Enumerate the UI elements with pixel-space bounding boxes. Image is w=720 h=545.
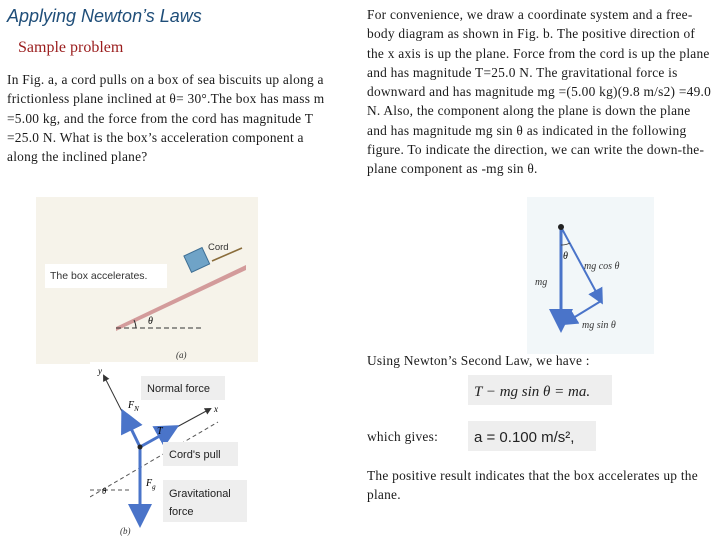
mg-sin-label: mg sin θ bbox=[582, 320, 616, 331]
figure-b-free-body bbox=[90, 362, 258, 540]
box-icon bbox=[184, 248, 210, 273]
body-point bbox=[138, 445, 143, 450]
fn-label: $F_N$ bbox=[128, 400, 139, 413]
x-axis-label: x bbox=[214, 404, 218, 414]
slide-title: Applying Newton’s Laws bbox=[7, 6, 202, 26]
theta-label-b: θ bbox=[102, 486, 107, 496]
cords-pull-label: Cord's pull bbox=[169, 449, 221, 461]
answer-equation bbox=[468, 421, 596, 451]
problem-statement: In Fig. a, a cord pulls on a box of sea biscuits up along a frictionless plane inclined at θ= 30°.The box has mass m =5.00 kg, and the force from the cord has magnitude T =25.0 N. What is the box’s acceleration component a along the inclined plane? bbox=[7, 72, 325, 165]
figure-mg-components bbox=[527, 197, 654, 354]
normal-force-label: Normal force bbox=[147, 383, 210, 395]
caption-a: (a) bbox=[176, 350, 187, 360]
which-gives-label: which gives: bbox=[367, 429, 439, 444]
caption-b: (b) bbox=[120, 526, 131, 536]
newton-equation-text: T − mg sin θ = ma. bbox=[474, 384, 591, 400]
theta-label-a: θ bbox=[148, 316, 153, 327]
result-statement: The positive result indicates that the box accelerates up the plane. bbox=[367, 468, 698, 503]
box-accelerates-label: The box accelerates. bbox=[50, 270, 148, 282]
newton-equation bbox=[468, 375, 612, 405]
t-label: T bbox=[157, 426, 163, 437]
mg-origin-point bbox=[558, 224, 564, 230]
explanation-paragraph: For convenience, we draw a coordinate system and a free-body diagram as shown in Fig. b. The positive direction of the x axis is up the plane. Force from the cord is up the plane and has magnitude T=25.0 N. The gravitational force is downward and has magnitude mg =(5.00 kg)(9.8 m/s2) =49.0 N. Also, the component along the plane is down the plane and has magnitude mg sin θ as indicated in the following figure. To indicate the direction, we can write the down-the-plane component as -mg sin θ. bbox=[367, 7, 712, 177]
mg-theta-label: θ bbox=[563, 251, 568, 262]
newtons-law-intro: Using Newton’s Second Law, we have : bbox=[367, 353, 590, 368]
y-axis-label: y bbox=[98, 366, 102, 376]
normal-force-vector bbox=[124, 414, 140, 447]
grav-label-line1: Gravitational bbox=[169, 488, 231, 500]
mg-label: mg bbox=[535, 277, 548, 288]
slide-subtitle: Sample problem bbox=[18, 39, 124, 56]
answer-equation-text: a = 0.100 m/s², bbox=[474, 429, 575, 446]
figure-a-incline bbox=[36, 197, 258, 364]
fg-label: $F_g$ bbox=[146, 478, 156, 491]
grav-label-line2: force bbox=[169, 506, 194, 518]
cord-label: Cord bbox=[208, 242, 229, 253]
mg-cos-label: mg cos θ bbox=[584, 261, 620, 272]
